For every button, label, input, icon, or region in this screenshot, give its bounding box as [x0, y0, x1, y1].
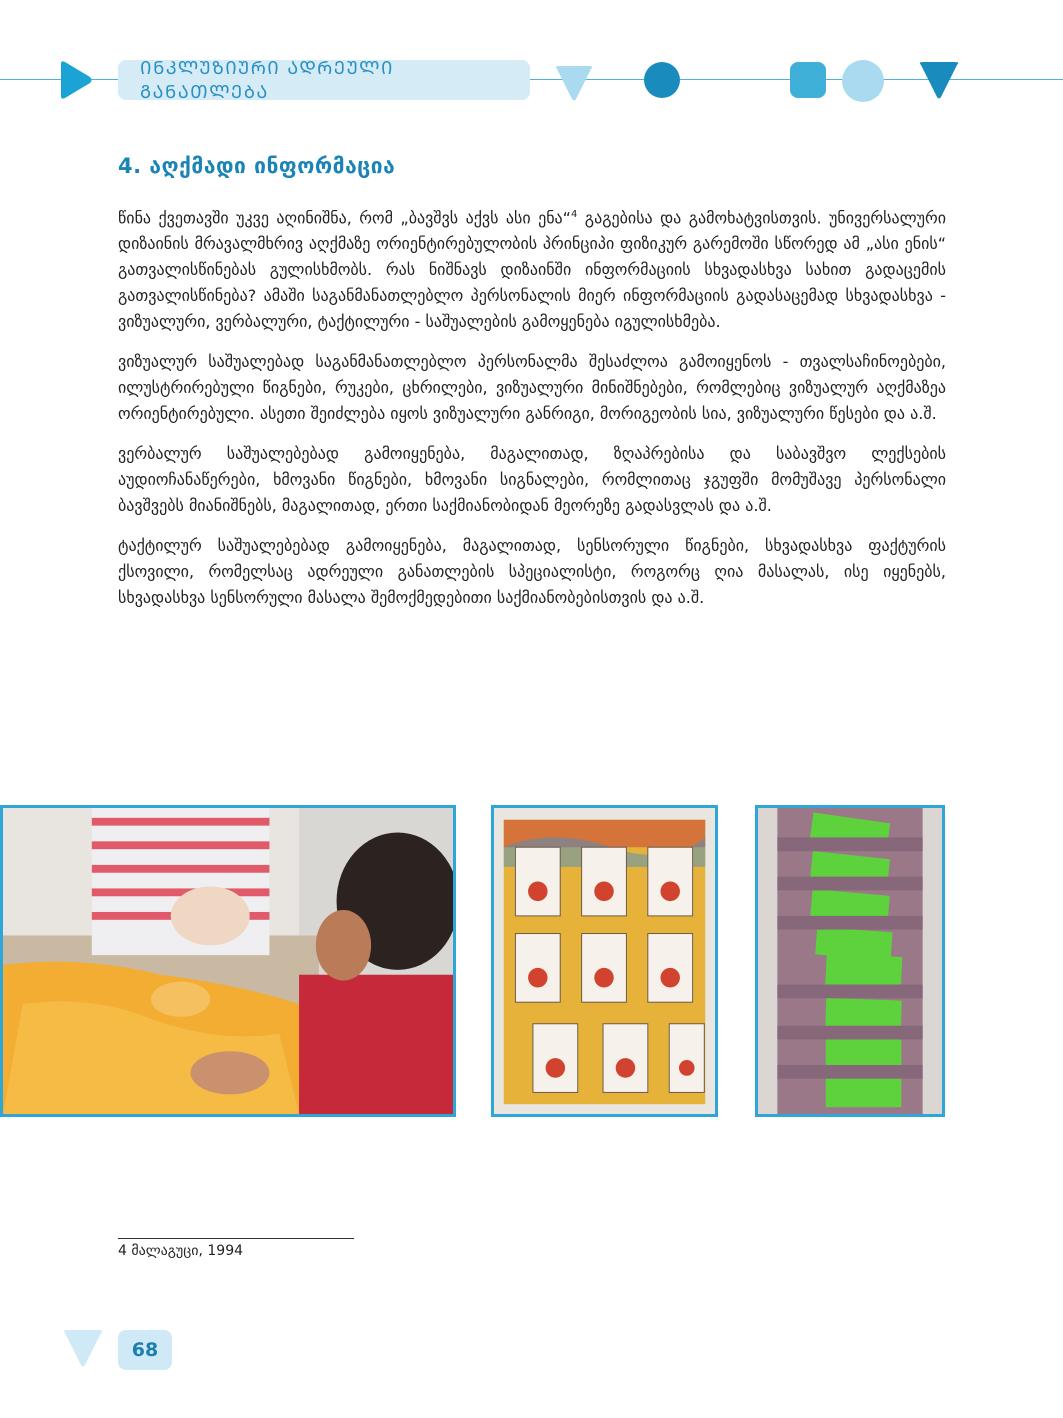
photo-visual-poster [491, 805, 718, 1117]
paragraph-intro-start: წინა ქვეთავში უკვე აღინიშნა, რომ „ბავშვს აქვს ასი ენა“ [118, 208, 571, 228]
photo-pocket-cards [755, 805, 945, 1117]
page-number-text: 68 [131, 1339, 159, 1361]
footnote-ref[interactable]: 4 [570, 209, 578, 220]
header-banner-title: ᲘᲜᲙᲚᲣᲖᲘᲣᲠᲘ ᲐᲓᲠᲔᲣᲚᲘ ᲒᲐᲜᲐᲗᲚᲔᲑᲐ [140, 58, 394, 103]
footnote: 4 მალაგუცი, 1994 [118, 1243, 244, 1259]
paragraph-visual: ვიზუალურ საშუალებად საგანმანათლებლო პერსონალმა შესაძლოა გამოიყენოს - თვალსაჩინოებები, ილუსტრირებული წიგნები, რუკები, ცხრილები, ვიზუალური მინიშნებები, რომლებიც ვიზუალურ აღქმაზეა ორიენტირებული. ასეთი შეიძლება იყოს ვიზუალური განრიგი, მორიგეობის სია, ვიზუალური წესები და ა.შ. [118, 352, 946, 424]
play-triangle-icon [57, 60, 93, 100]
down-triangle-light-icon [554, 66, 594, 102]
circle-dark-icon [644, 62, 680, 98]
page-number [118, 1330, 172, 1370]
rounded-square-icon [790, 62, 826, 98]
paragraph-verbal: ვერბალურ საშუალებებად გამოიყენება, მაგალითად, ზღაპრებისა და საბავშვო ლექსების აუდიოჩანაწერები, ხმოვანი წიგნები, ხმოვანი სიგნალები, რომლითაც ჯგუფში მომუშავე პერსონალი ბავშვებს მიანიშნებს, მაგალითად, ერთი საქმიანობიდან მეორეზე გადასვლას და ა.შ. [118, 444, 946, 516]
header-banner [118, 58, 530, 103]
circle-light-icon [842, 60, 884, 102]
footer-triangle-icon [62, 1330, 104, 1368]
paragraph-intro [118, 202, 946, 335]
photo-pocket-cards-image [758, 808, 942, 1114]
photo-sensory-sand [0, 805, 456, 1117]
photo-sensory-sand-image [3, 808, 453, 1114]
paragraph-tactile: ტაქტილურ საშუალებებად გამოიყენება, მაგალითად, სენსორული წიგნები, სხვადასხვა ფაქტურის ქსოვილი, რომელსაც ადრეული განათლების სპეციალისტი, როგორც ღია მასალას, ისე იყენებს, სხვადასხვა სენსორული მასალა შემოქმედებითი საქმიანობებისთვის და ა.შ. [118, 536, 946, 608]
paragraph-intro-rest: გაგებისა და გამოხატვისთვის. უნივერსალური დიზაინის მრავალმხრივ აღქმაზე ორიენტირებულობის პრინციპი ფიზიკურ გარემოში სწორედ ამ „ასი ენის“ გათვალისწინებას გულისხმობს. რას ნიშნავს დიზაინში ინფორმაციის სხვადასხვა სახით გადაცემის გათვალისწინება? ამაში საგანმანათლებლო პერსონალის მიერ ინფორმაციის გადასაცემად სხვადასხვა - ვიზუალური, ვერბალური, ტაქტილური - საშუალების გამოყენება იგულისხმება. [118, 208, 947, 332]
footnote-divider [118, 1238, 354, 1239]
body-text [118, 202, 946, 625]
photo-visual-poster-image [494, 808, 715, 1114]
section-heading: 4. აღქმადი ინფორმაცია [118, 154, 396, 178]
down-triangle-dark-icon [918, 62, 960, 100]
